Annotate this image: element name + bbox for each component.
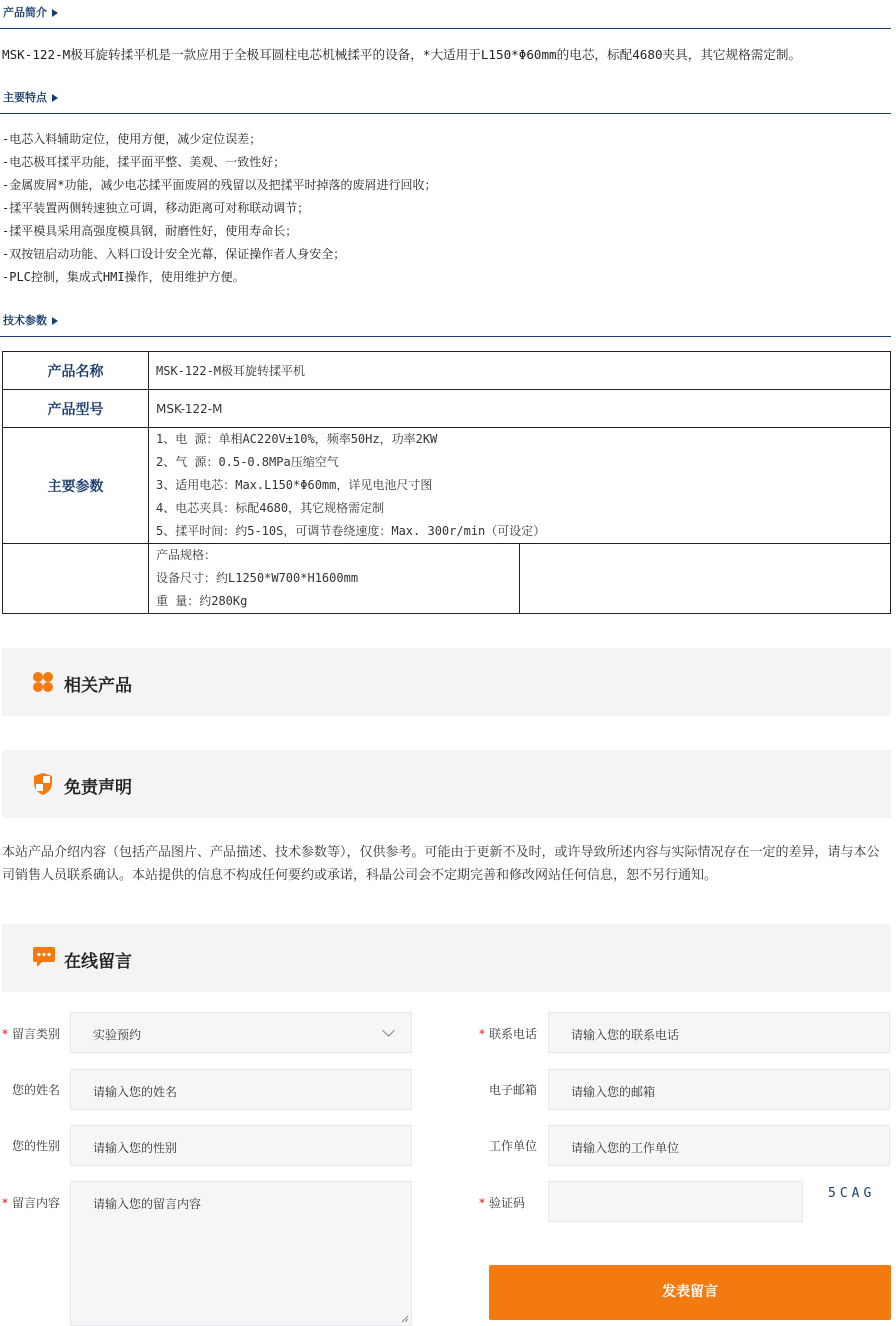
param-line: 2、气 源：0.5-0.8MPa压缩空气 <box>156 455 339 469</box>
features-section-title: 主要特点 <box>3 89 58 105</box>
name-value: MSK-122-M极耳旋转揉平机 <box>149 352 891 390</box>
captcha-input[interactable] <box>548 1181 803 1222</box>
empty-cell <box>520 544 891 614</box>
model-value: MSK-122-M <box>149 390 891 428</box>
empty-cell <box>3 544 149 614</box>
feature-item: -揉平装置两侧转速独立可调，移动距离可对称联动调节； <box>2 201 310 215</box>
company-label: 工作单位 <box>489 1139 538 1153</box>
table-row <box>3 390 891 428</box>
features-section-header <box>0 86 891 114</box>
param-line: 5、揉平时间：约5-10S，可调节卷绕速度：Max. 300r/min（可设定） <box>156 524 546 538</box>
spec-line: 产品规格： <box>156 548 217 562</box>
captcha-label: * 验证码 <box>479 1196 526 1210</box>
phone-label: * 联系电话 <box>479 1027 538 1041</box>
related-products-bar <box>2 648 891 716</box>
spec-table <box>2 351 891 614</box>
main-params-label: 主要参数 <box>3 428 149 544</box>
required-mark: * <box>479 1196 485 1210</box>
feature-item: -电芯入料辅助定位，使用方便，减少定位误差； <box>2 132 262 146</box>
spec-line: 重 量：约280Kg <box>156 594 248 608</box>
triangle-right-icon <box>52 317 58 325</box>
clover-icon <box>32 671 54 697</box>
message-bar <box>2 924 891 992</box>
feature-item: -电芯极耳揉平功能，揉平面平整、美观、一致性好； <box>2 155 286 169</box>
name-placeholder: 请输入您的姓名 <box>93 1085 178 1099</box>
disclaimer-text: 本站产品介绍内容（包括产品图片、产品描述、技术参数等），仅供参考。可能由于更新不及时，或许导致所述内容与实际情况存在一定的差异，请与本公司销售人员联系确认。本站提供的信息不构成任何要约或承诺，科晶公司会不定期完善和修改网站任何信息，恕不另行通知。 <box>2 845 880 883</box>
email-placeholder: 请输入您的邮箱 <box>571 1085 656 1099</box>
feature-item: -双按钮启动功能、入料口设计安全光幕，保证操作者人身安全； <box>2 247 346 261</box>
main-params-value <box>149 428 891 544</box>
triangle-right-icon <box>52 94 58 102</box>
gender-input[interactable] <box>70 1125 412 1166</box>
params-section-header <box>0 309 891 337</box>
disclaimer-title: 免责声明 <box>64 778 132 798</box>
param-line: 1、电 源：单相AC220V±10%，频率50Hz，功率2KW <box>156 432 438 446</box>
phone-input[interactable] <box>548 1012 890 1053</box>
category-select[interactable] <box>70 1012 412 1053</box>
feature-item: -PLC控制，集成式HMI操作，使用维护方便。 <box>2 270 245 284</box>
intro-text: MSK-122-M极耳旋转揉平机是一款应用于全极耳圆柱电芯机械揉平的设备，*大适用于L150*Φ60mm的电芯，标配4680夹具，其它规格需定制。 <box>2 47 802 62</box>
table-row <box>3 352 891 390</box>
intro-section-header <box>0 0 891 29</box>
content-label: * 留言内容 <box>2 1196 61 1210</box>
shield-icon <box>32 772 54 800</box>
gender-placeholder: 请输入您的性别 <box>93 1141 178 1155</box>
name-input[interactable] <box>70 1069 412 1110</box>
spec-value <box>149 544 520 614</box>
model-label: 产品型号 <box>3 390 149 428</box>
gender-label: 您的性别 <box>12 1139 61 1153</box>
chat-bubble-icon <box>32 946 56 972</box>
submit-button[interactable]: 发表留言 <box>489 1265 891 1320</box>
company-placeholder: 请输入您的工作单位 <box>571 1141 680 1155</box>
chevron-down-icon <box>382 1024 395 1037</box>
required-mark: * <box>2 1027 8 1041</box>
param-line: 3、适用电芯：Max.L150*Φ60mm，详见电池尺寸图 <box>156 478 433 492</box>
captcha-image[interactable]: 5CAG <box>828 1186 876 1201</box>
disclaimer-bar <box>2 750 891 818</box>
category-label: * 留言类别 <box>2 1027 61 1041</box>
table-row <box>3 544 891 614</box>
related-products-title: 相关产品 <box>64 676 132 696</box>
required-mark: * <box>2 1196 8 1210</box>
param-line: 4、电芯夹具：标配4680，其它规格需定制 <box>156 501 385 515</box>
required-mark: * <box>479 1027 485 1041</box>
feature-item: -金属废屑*功能，减少电芯揉平面废屑的残留以及把揉平时掉落的废屑进行回收； <box>2 178 437 192</box>
email-label: 电子邮箱 <box>489 1083 538 1097</box>
table-row <box>3 428 891 544</box>
params-section-title: 技术参数 <box>3 312 58 328</box>
category-value: 实验预约 <box>93 1028 142 1042</box>
company-input[interactable] <box>548 1125 890 1166</box>
spec-line: 设备尺寸：约L1250*W700*H1600mm <box>156 571 359 585</box>
resize-handle-icon[interactable] <box>401 1315 409 1323</box>
content-textarea[interactable] <box>70 1181 412 1326</box>
feature-item: -揉平模具采用高强度模具钢，耐磨性好，使用寿命长； <box>2 224 298 238</box>
email-input[interactable] <box>548 1069 890 1110</box>
triangle-right-icon <box>52 9 58 17</box>
name-label: 您的姓名 <box>12 1083 61 1097</box>
features-list <box>2 128 436 289</box>
phone-placeholder: 请输入您的联系电话 <box>571 1028 680 1042</box>
content-placeholder: 请输入您的留言内容 <box>93 1197 202 1211</box>
message-title: 在线留言 <box>64 952 132 972</box>
intro-section-title: 产品简介 <box>3 4 58 20</box>
name-label: 产品名称 <box>3 352 149 390</box>
